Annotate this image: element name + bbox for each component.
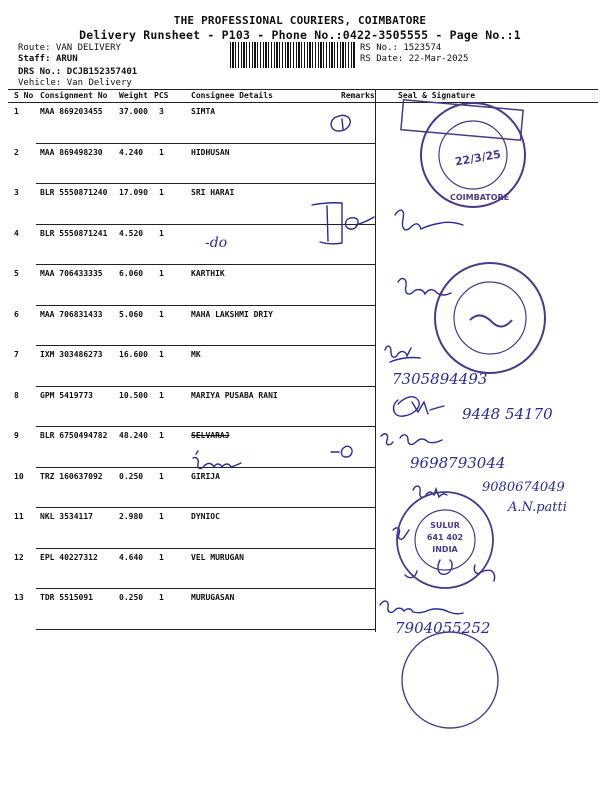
row-pcs: 1 [159,552,164,562]
company-title: THE PROFESSIONAL COURIERS, COIMBATORE [173,14,427,27]
row-consignee: KARTHIK [191,269,225,278]
row-weight: 16.600 [119,350,148,359]
ditto-mark: -do [205,235,228,251]
signature-row5 [398,279,451,295]
remark-mark-4 [346,217,375,229]
header-remarks: Remarks [341,91,375,100]
phone-row8: 9448 54170 [462,405,553,423]
row-pcs: 3 [159,107,164,116]
drs-value: DCJB152357401 [66,67,138,77]
stamp3-line3: INDIA [432,545,458,554]
row-consignment: GPM 5419773 [40,390,93,400]
header-seal: Seal & Signature [398,91,476,100]
header-pcs: PCS [154,91,169,100]
row-consignment: BLR 5550871240 [40,188,108,197]
row-consignment: TDR 5515091 [40,593,93,602]
row-pcs: 1 [159,309,164,319]
row-consignee: HIDHUSAN [191,147,230,157]
phone-row13: 7904055252 [395,619,491,637]
row-pcs: 1 [159,431,164,440]
row-sno: 6 [14,309,19,319]
signature-consignee-row9 [193,451,241,468]
row-pcs: 1 [159,390,164,400]
row-consignment: EPL 40227312 [40,552,98,562]
row-weight: 5.060 [119,309,144,319]
row-pcs: 1 [159,593,164,602]
row-consignee: VEL MURUGAN [191,552,244,562]
row-pcs: 1 [159,188,164,197]
header-sno: S No [14,91,34,100]
remark-mark-9 [331,446,352,457]
stamp3-line2: 641 402 [426,533,464,542]
signature-row9 [381,434,442,445]
staff-value: ARUN [55,54,78,64]
signature-row8 [393,397,444,417]
row-weight: 37.000 [119,107,148,116]
company-stamp-2 [435,263,545,373]
row-sno: 3 [14,188,19,197]
row-sno: 4 [14,228,19,238]
row-consignee: MARIYA PUSABA RANI [191,390,278,400]
row-consignment: MAA 706433335 [40,269,103,278]
header-consignee: Consignee Details [191,91,273,100]
row-sno: 8 [14,390,19,400]
vehicle-label: Vehicle: Van Delivery [18,78,132,88]
row-sno: 9 [14,431,19,440]
row-consignment: IXM 303486273 [40,350,103,359]
runsheet-subtitle: Delivery Runsheet - P103 - Phone No.:0422-3505555 - Page No.:1 [79,28,521,42]
row-consignee: SELVARAJ [191,431,230,440]
row-weight: 4.640 [119,552,144,562]
row-consignment: MAA 706831433 [40,309,103,319]
route-label: Route: VAN DELIVERY [18,43,121,53]
row-sno: 2 [14,147,19,157]
row-weight: 0.250 [119,593,144,602]
row-sno: 13 [14,593,24,602]
row-weight: 10.500 [119,390,148,400]
row-pcs: 1 [159,269,164,278]
signature-row4 [395,210,463,230]
row-sno: 7 [14,350,19,359]
row-pcs: 1 [159,471,164,481]
phone-row10: 9080674049 [482,480,565,495]
row-consignment: BLR 6750494782 [40,431,108,440]
row-consignee: SRI HARAI [191,188,235,197]
row-sno: 1 [14,107,19,116]
row-weight: 0.250 [119,471,144,481]
row-weight: 17.090 [119,188,148,197]
row-pcs: 1 [159,512,164,521]
row-sno: 5 [14,269,19,278]
row-consignment: MAA 869203455 [40,107,103,116]
row-sno: 12 [14,552,24,562]
phone-row9: 9698793044 [410,454,506,472]
row-consignment: TRZ 160637092 [40,471,103,481]
row-sno: 11 [14,512,24,521]
stamp3-line1: SULUR [430,521,460,530]
header-consignment: Consignment No [40,91,108,100]
stamp1-date: 22/3/25 [454,147,502,169]
row-pcs: 1 [159,350,164,359]
header-weight: Weight [119,91,148,100]
row-pcs: 1 [159,147,164,157]
staff-label: Staff: [18,54,51,64]
row-consignment: MAA 869498230 [40,147,103,157]
row-consignee: GIRIJA [191,471,220,481]
row-weight: 4.520 [119,228,144,238]
phone-row7: 7305894493 [392,370,488,388]
row-consignment: BLR 5550871241 [40,228,108,238]
row-consignee: MK [191,350,201,359]
row-weight: 4.240 [119,147,144,157]
row-consignment: NKL 3534117 [40,512,93,521]
signature-row11 [393,528,409,539]
name-row10: A.N.patti [508,500,567,515]
row-consignee: SIMTA [191,107,216,116]
row-sno: 10 [14,471,24,481]
row-consignee: MURUGASAN [191,593,235,602]
drs-label: DRS No.: [18,67,62,77]
row-pcs: 1 [159,228,164,238]
signature-row13 [380,601,463,614]
row-consignee: MAHA LAKSHMI DRIY [191,309,273,319]
row-weight: 48.240 [119,431,148,440]
row-weight: 6.060 [119,269,144,278]
signature-row7 [385,346,420,362]
row-weight: 2.980 [119,512,144,521]
remark-mark-1 [331,115,350,131]
row-consignee: DYNIOC [191,512,220,521]
bracket-mark [312,203,342,244]
rs-date: RS Date: 22-Mar-2025 [360,54,469,64]
rs-number: RS No.: 1523574 [360,43,442,53]
stamp1-city: COIMBATORE [450,193,510,202]
